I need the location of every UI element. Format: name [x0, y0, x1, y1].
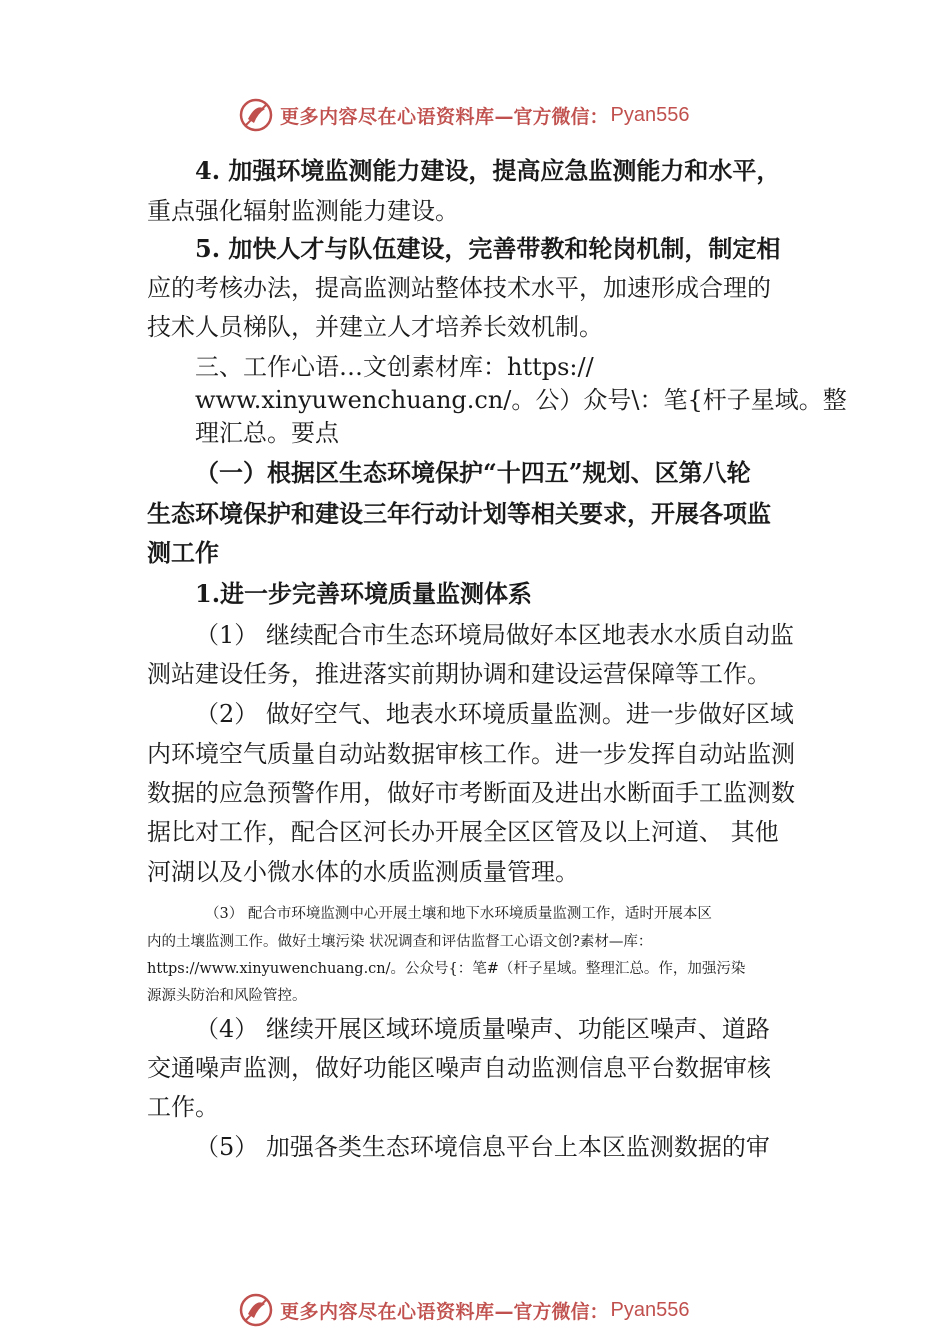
banner-title: 更多内容尽在心语资料库: [280, 105, 495, 128]
text-line: （2） 做好空气、地表水环境质量监测。进一步做好区域: [195, 700, 794, 728]
section-heading: 生态环境保护和建设三年行动计划等相关要求，开展各项监: [147, 499, 771, 528]
text-line: 内环境空气质量自动站数据审核工作。进一步发挥自动站监测: [147, 740, 795, 768]
text-line: 5. 加快人才与队伍建设，完善带教和轮岗机制，制定相: [195, 234, 781, 263]
text-line: www.xinyuwenchuang.cn/。公）众号\：笔{杆子星域。整: [195, 386, 847, 414]
text-line: （1） 继续配合市生态环境局做好本区地表水水质自动监: [195, 621, 794, 649]
text-line: 4. 加强环境监测能力建设，提高应急监测能力和水平，: [195, 156, 781, 185]
text-line: （4） 继续开展区域环境质量噪声、功能区噪声、道路: [195, 1015, 770, 1043]
subsection-heading: 1.进一步完善环境质量监测体系: [195, 579, 533, 608]
text-line: （5） 加强各类生态环境信息平台上本区监测数据的审: [195, 1133, 770, 1161]
text-line: 技术人员梯队，并建立人才培养长效机制。: [147, 313, 603, 341]
text-line: 数据的应急预警作用，做好市考断面及进出水断面手工监测数: [147, 779, 795, 807]
text-line: 测站建设任务，推进落实前期协调和建设运营保障等工作。: [147, 660, 771, 688]
text-line: 重点强化辐射监测能力建设。: [147, 197, 459, 225]
banner-subtitle: —官方微信：: [494, 1300, 609, 1323]
banner-wechat-id: Pyan556: [610, 103, 690, 126]
section-heading: （一）根据区生态环境保护“十四五”规划、区第八轮: [195, 458, 751, 487]
banner-title: 更多内容尽在心语资料库: [280, 1300, 495, 1323]
text-line: 河湖以及小微水体的水质监测质量管理。: [147, 858, 579, 886]
small-text-line: 源源头防治和风险管控。: [147, 988, 307, 1004]
footer-banner: [238, 1290, 738, 1330]
text-line: 三、工作心语…文创素材库：https://: [195, 353, 594, 381]
small-text-line: 内的土壤监测工作。做好土壤污染 状况调查和评估监督工心语文创?素材—库：: [147, 934, 653, 950]
text-line: 据比对工作，配合区河长办开展全区区管及以上河道、 其他: [147, 818, 779, 846]
brand-logo-icon: [238, 1292, 274, 1328]
banner-subtitle: —官方微信：: [494, 105, 609, 128]
brand-logo-icon: [238, 97, 274, 133]
text-line: 理汇总。要点: [195, 419, 339, 447]
header-banner: [238, 95, 738, 135]
text-line: 应的考核办法，提高监测站整体技术水平，加速形成合理的: [147, 274, 771, 302]
section-heading: 测工作: [147, 538, 219, 567]
text-line: 工作。: [147, 1093, 219, 1121]
small-text-line: https://www.xinyuwenchuang.cn/。公众号{：笔#（杆子星域。整理汇总。作，加强污染: [147, 961, 746, 977]
text-line: 交通噪声监测，做好功能区噪声自动监测信息平台数据审核: [147, 1054, 771, 1082]
small-text-line: （3） 配合市环境监测中心开展土壤和地下水环境质量监测工作，适时开展本区: [205, 906, 712, 922]
banner-wechat-id: Pyan556: [610, 1298, 690, 1321]
